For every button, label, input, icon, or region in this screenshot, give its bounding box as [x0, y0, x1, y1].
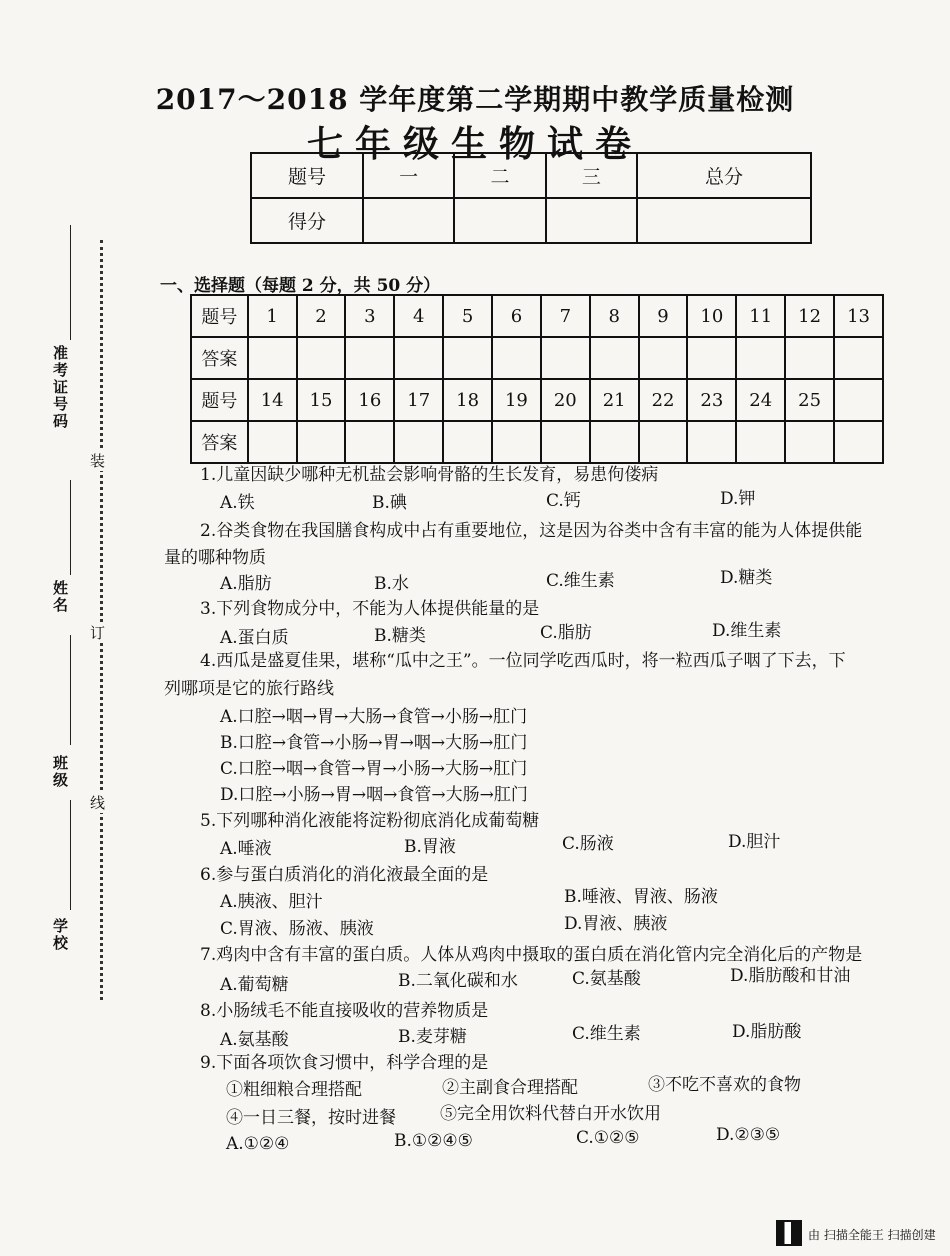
name-fill-line[interactable]	[70, 480, 71, 575]
question-number: 6	[492, 295, 541, 337]
section-title: 一、选择题（每题 2 分，共 50 分）	[160, 276, 441, 296]
q8-option-c[interactable]: C.维生素	[572, 1024, 641, 1044]
question-number: 15	[297, 379, 346, 421]
q6-option-c[interactable]: C.胃液、肠液、胰液	[220, 919, 374, 939]
question-number: 21	[590, 379, 639, 421]
question-number: 13	[834, 295, 883, 337]
score-input-cell[interactable]	[363, 198, 454, 243]
q9-option-c[interactable]: C.①②⑤	[576, 1128, 640, 1148]
score-input-cell[interactable]	[546, 198, 637, 243]
answer-cell[interactable]	[443, 337, 492, 379]
class-fill-line[interactable]	[70, 635, 71, 745]
q4-option-b[interactable]: B.口腔→食管→小肠→胃→咽→大肠→肛门	[220, 733, 528, 753]
q7-option-c[interactable]: C.氨基酸	[572, 969, 641, 989]
score-input-cell[interactable]	[637, 198, 811, 243]
answer-table-label: 题号	[191, 295, 248, 337]
q7-option-d[interactable]: D.脂肪酸和甘油	[730, 966, 851, 986]
q1-option-d[interactable]: D.钾	[720, 489, 756, 509]
q9-item-3: ③不吃不喜欢的食物	[648, 1075, 801, 1095]
q8-option-a[interactable]: A.氨基酸	[220, 1030, 289, 1050]
question-number: 14	[248, 379, 297, 421]
answer-cell[interactable]	[639, 337, 688, 379]
scanner-footer: 由 扫描全能王 扫描创建	[808, 1228, 936, 1242]
question-5-stem: 5.下列哪种消化液能将淀粉彻底消化成葡萄糖	[200, 811, 540, 831]
answer-table-label: 答案	[191, 421, 248, 463]
q2-option-b[interactable]: B.水	[374, 574, 409, 594]
question-number: 7	[541, 295, 590, 337]
answer-cell[interactable]	[834, 421, 883, 463]
q9-option-b[interactable]: B.①②④⑤	[394, 1131, 473, 1151]
question-number: 4	[394, 295, 443, 337]
question-number: 22	[639, 379, 688, 421]
score-table	[250, 152, 812, 244]
binding-dotted-line	[100, 240, 103, 1000]
q9-item-1: ①粗细粮合理搭配	[226, 1080, 362, 1100]
answer-cell[interactable]	[297, 421, 346, 463]
question-6-stem: 6.参与蛋白质消化的消化液最全面的是	[200, 865, 489, 885]
score-table-header-cell: 题号	[251, 153, 363, 198]
score-input-cell[interactable]	[454, 198, 545, 243]
q1-option-b[interactable]: B.碘	[372, 493, 407, 513]
question-number: 19	[492, 379, 541, 421]
q6-option-a[interactable]: A.胰液、胆汁	[220, 892, 323, 912]
q2-option-c[interactable]: C.维生素	[546, 571, 615, 591]
answer-cell[interactable]	[394, 337, 443, 379]
question-number: 25	[785, 379, 834, 421]
q9-item-5: ⑤完全用饮料代替白开水饮用	[440, 1104, 661, 1124]
answer-cell[interactable]	[541, 337, 590, 379]
exam-subtitle: 七年级生物试卷	[306, 123, 643, 165]
question-number: 2	[297, 295, 346, 337]
q2-option-d[interactable]: D.糖类	[720, 568, 773, 588]
answer-cell[interactable]	[248, 421, 297, 463]
answer-number-row-1	[191, 295, 883, 337]
q8-option-b[interactable]: B.麦芽糖	[398, 1027, 467, 1047]
q7-option-a[interactable]: A.葡萄糖	[220, 975, 289, 995]
question-number	[834, 379, 883, 421]
school-label: 学校	[51, 918, 69, 952]
answer-cell[interactable]	[345, 421, 394, 463]
question-number: 1	[248, 295, 297, 337]
question-number: 17	[394, 379, 443, 421]
q9-option-d[interactable]: D.②③⑤	[716, 1125, 781, 1145]
question-number: 8	[590, 295, 639, 337]
q4-option-d[interactable]: D.口腔→小肠→胃→咽→食管→大肠→肛门	[220, 785, 528, 805]
question-number: 9	[639, 295, 688, 337]
answer-cell[interactable]	[834, 337, 883, 379]
exam-id-fill-line[interactable]	[70, 225, 71, 340]
answer-cell[interactable]	[736, 421, 785, 463]
answer-cell[interactable]	[248, 337, 297, 379]
exam-id-label: 准考证号码	[51, 345, 69, 430]
q3-option-c[interactable]: C.脂肪	[540, 623, 592, 643]
answer-cell[interactable]	[687, 337, 736, 379]
answer-cell[interactable]	[785, 421, 834, 463]
binding-mark-xian: 线	[90, 794, 106, 812]
score-table-header-cell: 三	[546, 153, 637, 198]
question-number: 11	[736, 295, 785, 337]
question-9-stem: 9.下面各项饮食习惯中，科学合理的是	[200, 1053, 489, 1073]
binding-mark-zhuang: 装	[90, 452, 106, 470]
q8-option-d[interactable]: D.脂肪酸	[732, 1022, 802, 1042]
q5-option-b[interactable]: B.胃液	[404, 837, 456, 857]
question-number: 10	[687, 295, 736, 337]
answer-cell[interactable]	[687, 421, 736, 463]
answer-cell[interactable]	[492, 421, 541, 463]
answer-cell[interactable]	[492, 337, 541, 379]
answer-table-label: 题号	[191, 379, 248, 421]
question-2-stem: 2.谷类食物在我国膳食构成中占有重要地位，这是因为谷类中含有丰富的能为人体提供能	[200, 521, 863, 541]
question-1-stem: 1.儿童因缺少哪种无机盐会影响骨骼的生长发育，易患佝偻病	[200, 465, 659, 485]
q9-option-a[interactable]: A.①②④	[226, 1134, 290, 1154]
q3-option-a[interactable]: A.蛋白质	[220, 628, 289, 648]
class-label: 班级	[51, 755, 69, 789]
answer-number-row-2	[191, 379, 883, 421]
question-2-stem-cont: 量的哪种物质	[164, 548, 266, 568]
answer-cell[interactable]	[394, 421, 443, 463]
q9-item-2: ②主副食合理搭配	[442, 1078, 578, 1098]
q6-option-d[interactable]: D.胃液、胰液	[564, 914, 668, 934]
answer-cell[interactable]	[297, 337, 346, 379]
answer-cell[interactable]	[785, 337, 834, 379]
q3-option-b[interactable]: B.糖类	[374, 626, 426, 646]
answer-row-1	[191, 337, 883, 379]
question-3-stem: 3.下列食物成分中，不能为人体提供能量的是	[200, 599, 540, 619]
answer-row-2	[191, 421, 883, 463]
question-number: 20	[541, 379, 590, 421]
question-number: 5	[443, 295, 492, 337]
answer-cell[interactable]	[590, 421, 639, 463]
question-4-stem-cont: 列哪项是它的旅行路线	[164, 679, 334, 699]
q7-option-b[interactable]: B.二氧化碳和水	[398, 971, 518, 991]
school-fill-line[interactable]	[70, 800, 71, 910]
q5-option-d[interactable]: D.胆汁	[728, 832, 781, 852]
q6-option-b[interactable]: B.唾液、胃液、肠液	[564, 887, 718, 907]
score-table-header-cell: 二	[454, 153, 545, 198]
answer-cell[interactable]	[345, 337, 394, 379]
exam-title: 2017～2018 学年度第二学期期中教学质量检测	[155, 83, 795, 116]
answer-cell[interactable]	[736, 337, 785, 379]
q9-item-4: ④一日三餐，按时进餐	[226, 1108, 396, 1128]
answer-cell[interactable]	[639, 421, 688, 463]
question-4-stem: 4.西瓜是盛夏佳果，堪称“瓜中之王”。一位同学吃西瓜时，将一粒西瓜子咽了下去，下	[200, 651, 846, 671]
question-7-stem: 7.鸡肉中含有丰富的蛋白质。人体从鸡肉中摄取的蛋白质在消化管内完全消化后的产物是	[200, 945, 863, 965]
q4-option-a[interactable]: A.口腔→咽→胃→大肠→食管→小肠→肛门	[220, 707, 528, 727]
answer-table-label: 答案	[191, 337, 248, 379]
question-number: 3	[345, 295, 394, 337]
qr-code-icon	[776, 1220, 802, 1246]
q1-option-c[interactable]: C.钙	[546, 491, 581, 511]
q5-option-a[interactable]: A.唾液	[220, 839, 272, 859]
score-table-header-cell: 总分	[637, 153, 811, 198]
answer-cell[interactable]	[541, 421, 590, 463]
question-number: 18	[443, 379, 492, 421]
q3-option-d[interactable]: D.维生素	[712, 621, 782, 641]
question-8-stem: 8.小肠绒毛不能直接吸收的营养物质是	[200, 1001, 489, 1021]
q5-option-c[interactable]: C.肠液	[562, 834, 614, 854]
q2-option-a[interactable]: A.脂肪	[220, 574, 272, 594]
answer-table	[190, 294, 884, 464]
name-label: 姓名	[51, 580, 69, 614]
q4-option-c[interactable]: C.口腔→咽→食管→胃→小肠→大肠→肛门	[220, 759, 528, 779]
question-number: 12	[785, 295, 834, 337]
question-number: 24	[736, 379, 785, 421]
q1-option-a[interactable]: A.铁	[220, 493, 255, 513]
question-number: 23	[687, 379, 736, 421]
score-table-header-cell: 一	[363, 153, 454, 198]
question-number: 16	[345, 379, 394, 421]
answer-cell[interactable]	[590, 337, 639, 379]
binding-mark-ding: 订	[90, 624, 106, 642]
score-row-label: 得分	[251, 198, 363, 243]
answer-cell[interactable]	[443, 421, 492, 463]
